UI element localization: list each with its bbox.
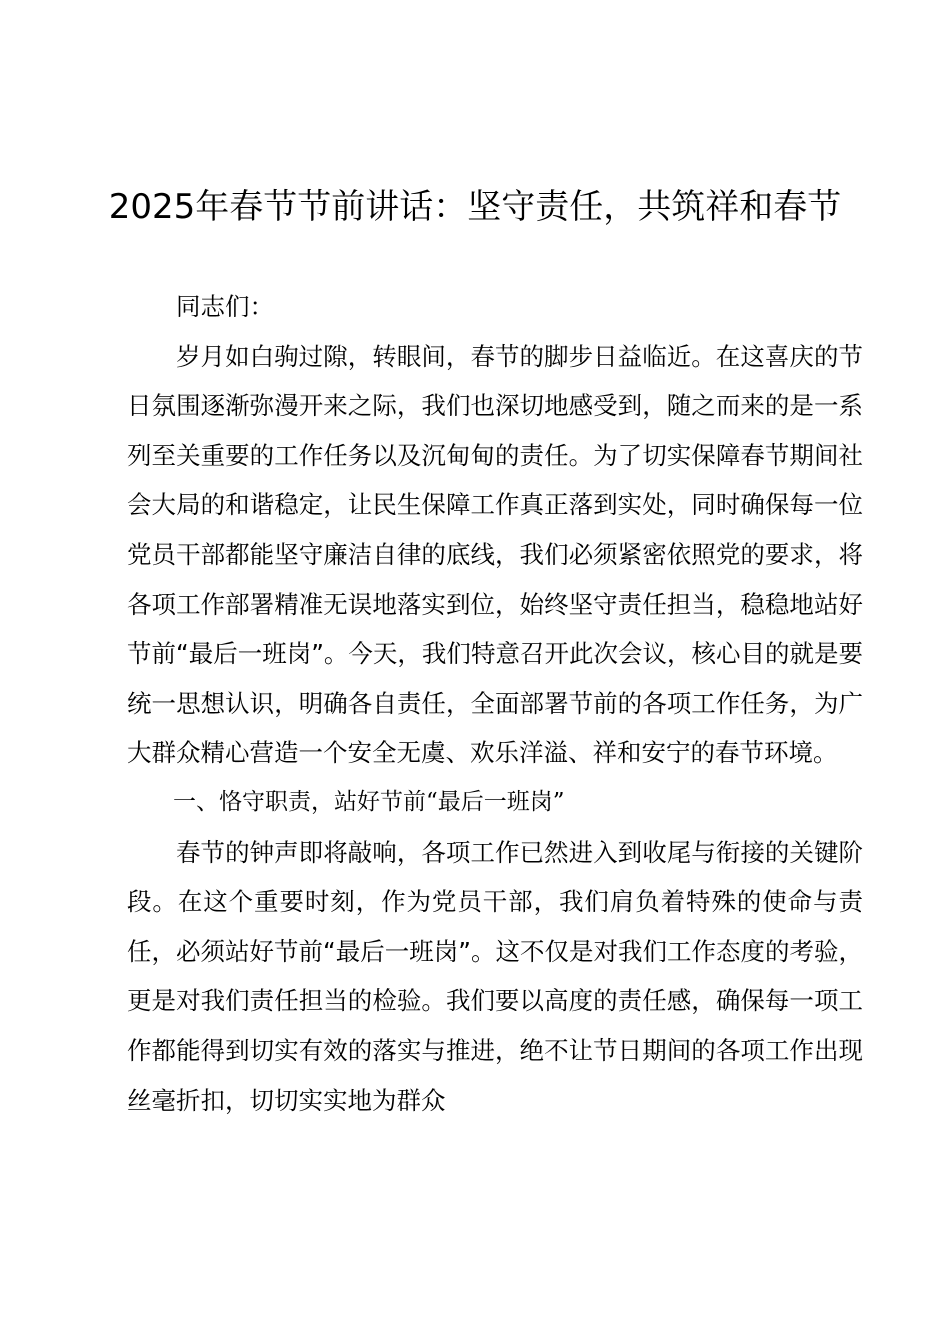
intro-paragraph: 岁月如白驹过隙，转眼间，春节的脚步日益临近。在这喜庆的节日氛围逐渐弥漫开来之际，我们也深切地感受到，随之而来的是一系列至关重要的工作任务以及沉甸甸的责任。为了切实保障春节期间社会大局的和谐稳定，让民生保障工作真正落到实处，同时确保每一位党员干部都能坚守廉洁自律的底线，我们必须紧密依照党的要求，将各项工作部署精准无误地落实到位，始终坚守责任担当，稳稳地站好节前“最后一班岗”。今天，我们特意召开此次会议，核心目的就是要统一思想认识，明确各自责任，全面部署节前的各项工作任务，为广大群众精心营造一个安全无虞、欢乐洋溢、祥和安宁的春节环境。 xyxy=(127,341,863,768)
section-heading: 一、恪守职责，站好节前“最后一班岗” xyxy=(173,788,565,815)
document-body xyxy=(127,282,863,1125)
document-title: 2025年春节节前讲话：坚守责任，共筑祥和春节 xyxy=(108,187,842,227)
section-paragraph: 春节的钟声即将敲响，各项工作已然进入到收尾与衔接的关键阶段。在这个重要时刻，作为党员干部，我们肩负着特殊的使命与责任，必须站好节前“最后一班岗”。这不仅是对我们工作态度的考验，更是对我们责任担当的检验。我们要以高度的责任感，确保每一项工作都能得到切实有效的落实与推进，绝不让节日期间的各项工作出现丝毫折扣，切切实实地为群众 xyxy=(127,837,863,1115)
salutation: 同志们： xyxy=(176,292,274,321)
